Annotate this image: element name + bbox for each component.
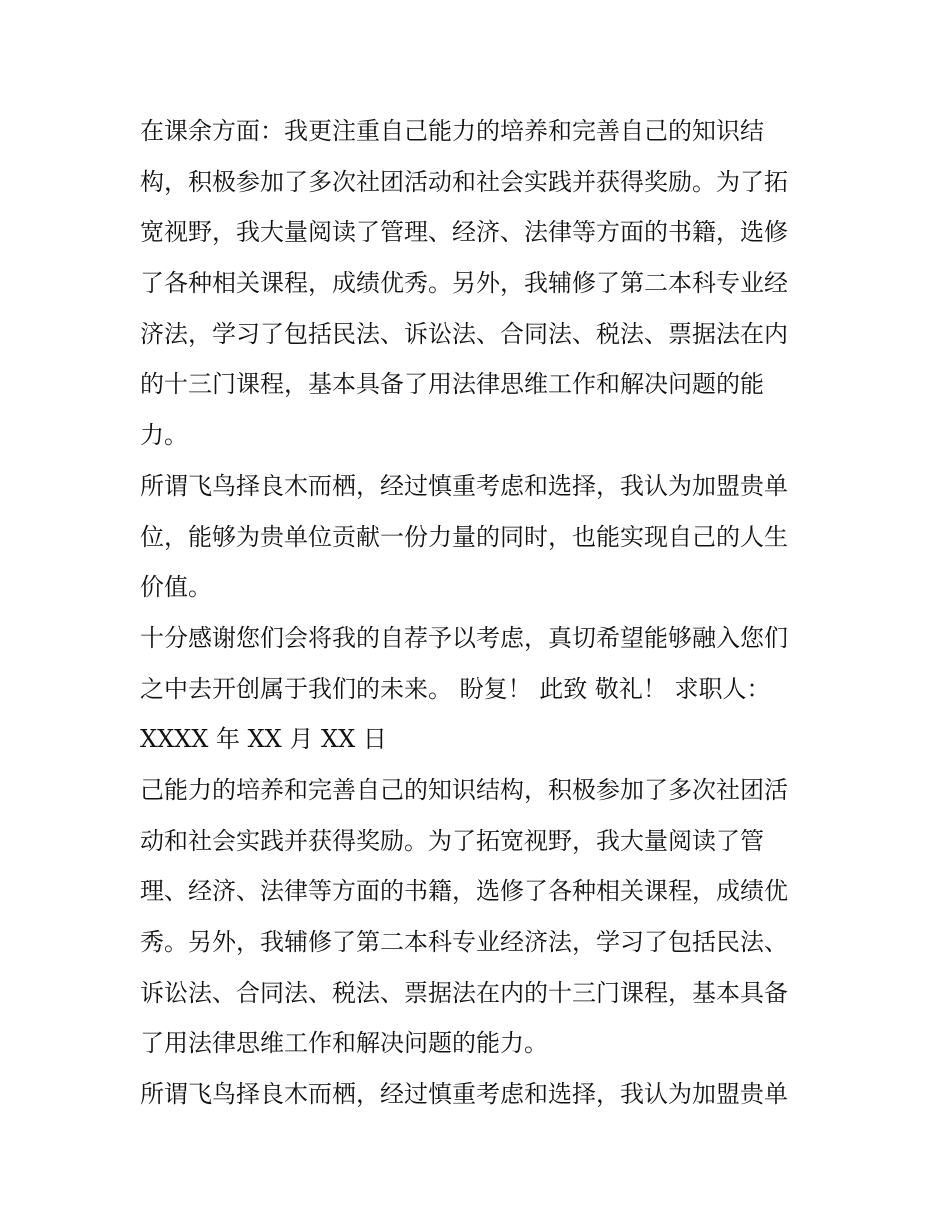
text-line: 动和社会实践并获得奖励。为了拓宽视野，我大量阅读了管 [140,826,764,855]
text-line: 在课余方面：我更注重自己能力的培养和完善自己的知识结 [140,117,764,145]
text-line: 构，积极参加了多次社团活动和社会实践并获得奖励。为了拓 [140,167,788,196]
text-line: 理、经济、法律等方面的书籍，选修了各种相关课程，成绩优 [140,877,788,906]
text-line: 之中去开创属于我们的未来。 盼复！ 此致 敬礼！ 求职人： [140,674,771,703]
text-line: 力。 [140,421,188,450]
text-line: 所谓飞鸟择良木而栖，经过慎重考虑和选择，我认为加盟贵单 [140,471,788,500]
text-line: 了各种相关课程，成绩优秀。另外，我辅修了第二本科专业经 [140,269,788,298]
text-line: 己能力的培养和完善自己的知识结构，积极参加了多次社团活 [140,775,788,804]
text-line: 宽视野，我大量阅读了管理、经济、法律等方面的书籍，选修 [140,218,788,247]
text-line: 十分感谢您们会将我的自荐予以考虑，真切希望能够融入您们 [140,623,788,652]
text-line: 位，能够为贵单位贡献一份力量的同时，也能实现自己的人生 [140,522,788,551]
text-line: 济法，学习了包括民法、诉讼法、合同法、税法、票据法在内 [140,319,788,348]
text-line: 秀。另外，我辅修了第二本科专业经济法，学习了包括民法、 [140,928,788,956]
date-line: XXXX 年 XX 月 XX 日 [140,725,387,754]
text-line: 的十三门课程，基本具备了用法律思维工作和解决问题的能 [140,370,764,399]
document-body [140,106,830,1120]
text-line: 了用法律思维工作和解决问题的能力。 [140,1029,548,1058]
text-line: 诉讼法、合同法、税法、票据法在内的十三门课程，基本具备 [140,978,788,1007]
text-line: 所谓飞鸟择良木而栖，经过慎重考虑和选择，我认为加盟贵单 [140,1080,788,1109]
text-line: 价值。 [140,573,212,602]
